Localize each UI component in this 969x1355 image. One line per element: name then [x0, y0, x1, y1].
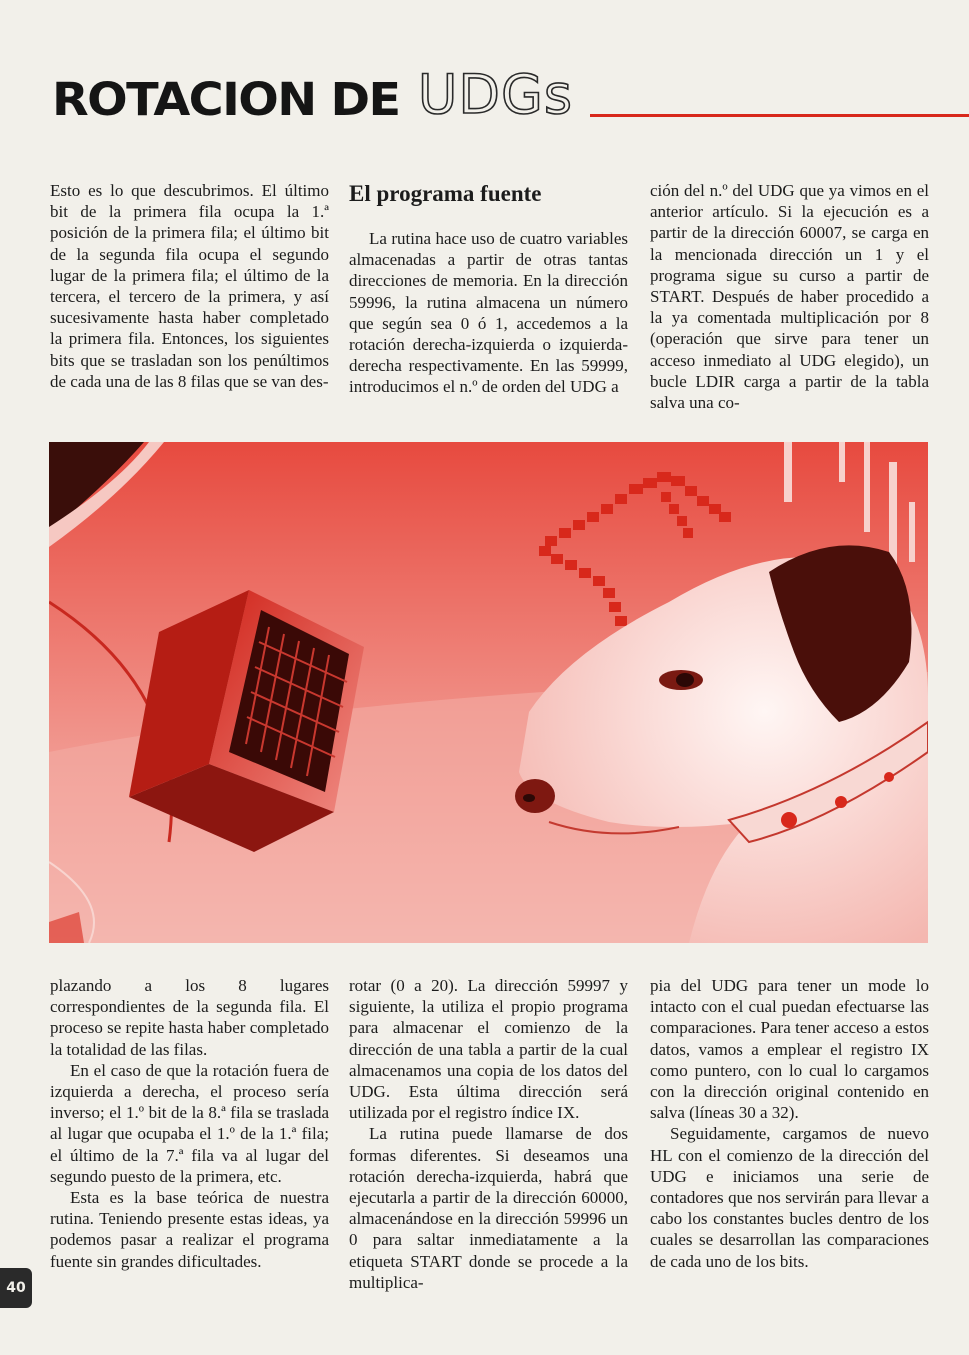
- title-outline-text: UDGs: [417, 63, 573, 126]
- paragraph: ción del n.º del UDG que ya vimos en el anterior artículo. Si la ejecución es a partir de la dirección 60007, se carga en la mencionada dirección un 1 y el programa sigue su curso a partir de START. Después de haber procedido a la ya comentada multiplicación por 8 (operación que sirve para tener un acceso inmediato al UDG elegido), un bucle LDIR carga a partir de la tabla salva una co-: [650, 181, 929, 413]
- article-title: [52, 62, 573, 126]
- paragraph: rotar (0 a 20). La dirección 59997 y siguiente, la utiliza el propio programa para almacenar el comienzo de la dirección de una tabla a partir de la cual almacenamos una copia de los datos del UDG. Esta última dirección será utilizada por el registro índice IX.: [349, 976, 628, 1123]
- paragraph: En el caso de que la rotación fuera de izquierda a derecha, el proceso sería inverso; el 1.º bit de la 8.ª fila se traslada al lugar que ocupaba el 1.º de la 1.ª fila; el último de la 7.ª fila va al lugar del segundo puesto de la primera, etc.: [50, 1060, 329, 1186]
- paragraph: plazando a los 8 lugares correspondientes de la segunda fila. El proceso se repite hasta haber completado la totalidad de las filas.: [50, 976, 329, 1059]
- paragraph: Esta es la base teórica de nuestra rutina. Teniendo presente estas ideas, ya podemos pasar a realizar el programa fuente sin grandes dificultades.: [50, 1188, 329, 1271]
- column-bottom-1: [50, 975, 329, 1272]
- illustration-svg: [49, 442, 928, 943]
- paragraph: La rutina hace uso de cuatro variables almacenadas a partir de otras tantas direcciones de memoria. En la dirección 59996, la rutina almacena un número que según sea 0 ó 1, accedemos a la rotación derecha-izquierda o izquierda-derecha respectivamente. En las 59999, introducimos el n.º de orden del UDG a: [349, 229, 628, 397]
- column-top-2: [349, 180, 628, 398]
- paragraph: Seguidamente, cargamos de nuevo HL con el comienzo de la dirección del UDG e iniciamos una serie de contadores que nos servirán para llevar a cabo los constantes bucles dentro de los cuales se desarrollan las comparaciones de cada uno de los bits.: [650, 1124, 929, 1271]
- column-bottom-2: [349, 975, 628, 1293]
- column-top-1: [50, 180, 329, 392]
- illustration-dog-and-cube: [49, 442, 928, 943]
- title-rule: [590, 114, 969, 117]
- section-heading: El programa fuente: [349, 181, 542, 206]
- page-number: 40: [0, 1268, 32, 1308]
- column-top-3: [650, 180, 929, 413]
- paragraph: Esto es lo que descubrimos. El último bit de la primera fila ocupa la 1.ª posición de la primera fila; el último bit de la segunda fila ocupa el segundo lugar de la primera fila; el último de la tercera, el tercero de la primera, y así sucesivamente hasta haber completado la primera fila. Entonces, los siguientes bits que se trasladan son los penúltimos de cada una de las 8 filas que se van des-: [50, 181, 329, 391]
- title-bold-text: ROTACION DE: [52, 73, 400, 126]
- paragraph: La rutina puede llamarse de dos formas diferentes. Si deseamos una rotación derecha-izquierda, habrá que ejecutarla a partir de la dirección 60000, almacenándose en la dirección 59996 un 0 para saltar inmediatamente a la etiqueta START donde se procede a la multiplica-: [349, 1124, 628, 1292]
- paragraph: pia del UDG para tener un mode lo intacto con el cual puedan efectuarse las comparaciones. Para tener acceso a estos datos, vamos a emplear el registro IX como puntero, con lo cual lo cargamos con la dirección original contenido en salva (líneas 30 a 32).: [650, 976, 929, 1123]
- column-bottom-3: [650, 975, 929, 1272]
